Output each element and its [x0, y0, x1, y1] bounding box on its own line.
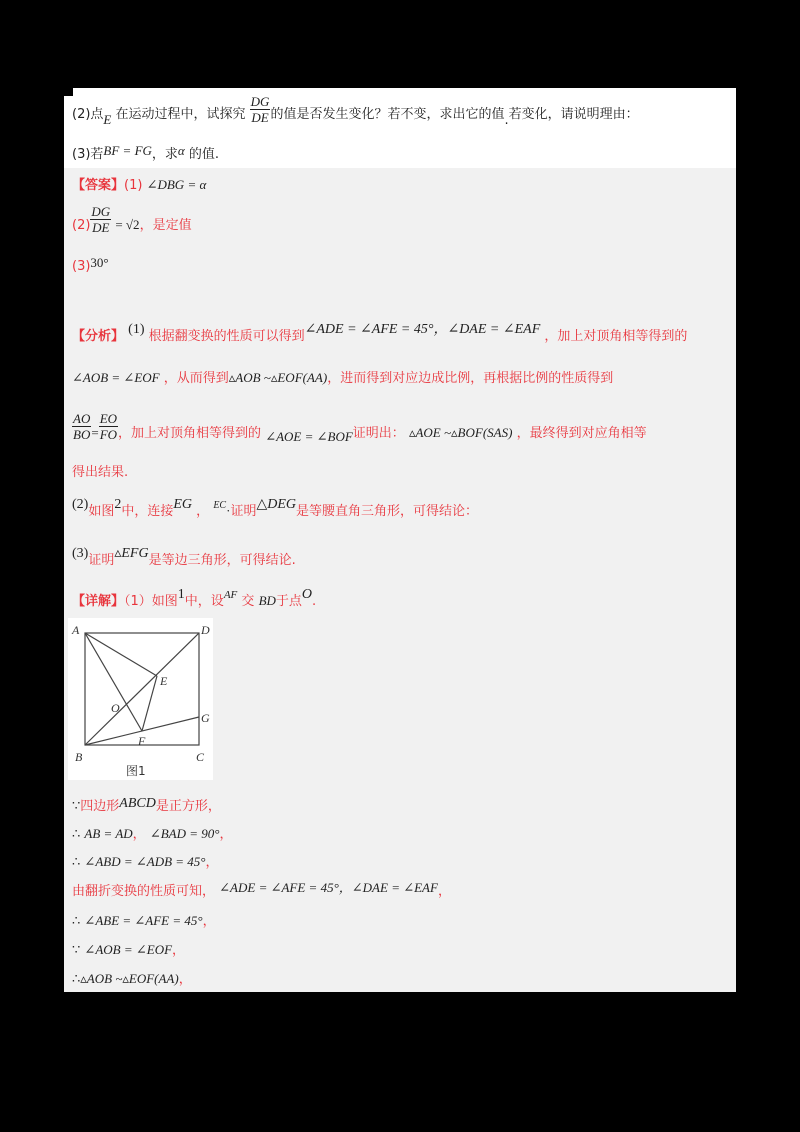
fraction-ao-bo: $\frac{AO}{BO}$	[73, 411, 91, 442]
svg-text:G: G	[201, 711, 210, 725]
analysis-line-1: 【分析】 (1) 根据翻变换的性质可以得到∠ADE = ∠AFE = 45°，∠DAE = ∠EAF ，加上对顶角相等得到的	[72, 322, 688, 344]
analysis-line-3: $\frac{AO}{BO}$ = $\frac{EO}{FO}$ ，加上对顶角相等得到的 ∠AOE = ∠BOF证明出： ▵AOE ~▵BOF(SAS) ，最终得到对应角相等	[73, 411, 647, 444]
analysis-line-2: ∠AOB = ∠EOF ，从而得到▵AOB ~▵EOF(AA)，进而得到对应边成比例，再根据比例的性质得到	[72, 370, 614, 386]
fraction-eo-fo: $\frac{EO}{FO}$	[99, 411, 118, 442]
svg-text:图1: 图1	[126, 764, 146, 778]
detail-step-5: ∴ ∠ABE = ∠AFE = 45°，	[72, 913, 216, 929]
detail-step-3: ∴ ∠ABD = ∠ADB = 45°，	[72, 854, 219, 870]
fraction-dg-de: $\frac{DG}{DE}$	[250, 94, 270, 125]
answer-3: (3)30°	[72, 255, 109, 274]
panel-notch	[64, 88, 73, 96]
detail-step-6: ∵ ∠AOB = ∠EOF，	[72, 942, 186, 958]
svg-text:A: A	[72, 623, 80, 637]
fraction-dg-de-answer: $\frac{DG}{DE}$	[91, 204, 111, 235]
svg-text:C: C	[196, 750, 205, 764]
svg-text:F: F	[138, 734, 146, 748]
detail-label: 【详解】	[72, 594, 125, 609]
detail-step-1: ∵四边形ABCD是正方形，	[72, 796, 221, 814]
analysis-line-5: (2)如图2中，连接EG ， $^{EC}$·证明△DEG是等腰直角三角形，可得结论：	[72, 497, 479, 519]
detail-step-7: ∴▵AOB ~▵EOF(AA)，	[72, 971, 192, 987]
svg-text:O: O	[111, 701, 120, 715]
geometry-figure	[68, 618, 213, 780]
svg-text:D: D	[201, 623, 210, 637]
question-3: (3)若BF = FG，求α 的值.	[72, 143, 220, 162]
analysis-line-6: (3)证明▵EFG是等边三角形，可得结论.	[72, 546, 296, 568]
analysis-line-4: 得出结果.	[72, 465, 129, 480]
detail-heading: 【详解】（1）如图1中，设$^{AF}$ 交 BD于点O.	[72, 587, 317, 609]
svg-text:E: E	[160, 674, 168, 688]
answer-1: 【答案】(1) ∠DBG = α	[72, 177, 207, 193]
figure-1-square-diagram	[68, 618, 213, 780]
detail-step-4: 由翻折变换的性质可知， ∠ADE = ∠AFE = 45°，∠DAE = ∠EAF，	[72, 880, 451, 899]
answer-label: 【答案】	[72, 178, 125, 193]
detail-step-2: ∴ AB = AD， ∠BAD = 90°，	[72, 826, 233, 842]
answer-2: (2) $\frac{DG}{DE}$ = √2，是定值	[72, 204, 192, 235]
question-2: (2)点E 在运动过程中，试探究 $\frac{DG}{DE}$ 的值是否发生变化？若不变，求出它的值.若变化，请说明理由：	[72, 94, 639, 128]
svg-text:B: B	[75, 750, 83, 764]
analysis-label: 【分析】	[72, 329, 125, 344]
